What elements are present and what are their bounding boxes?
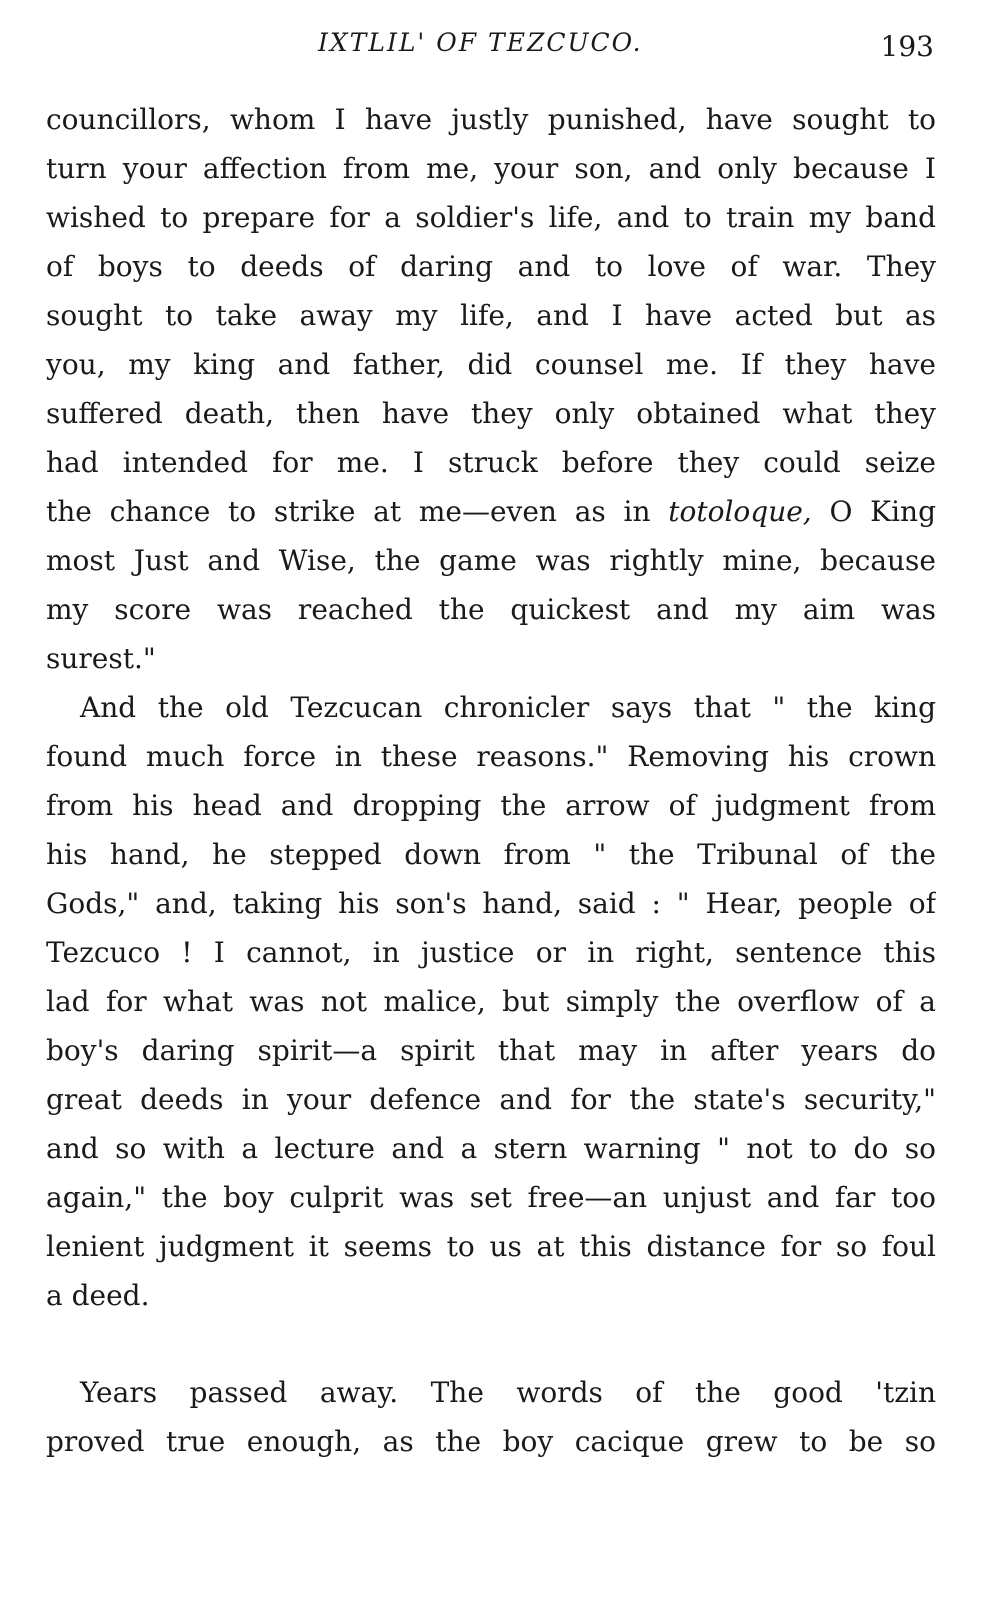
text-line: boy's daring spirit—a spirit that may in after years do	[46, 1034, 936, 1067]
text-line: his hand, he stepped down from " the Tribunal of the	[46, 838, 936, 871]
text-line: a deed.	[46, 1279, 150, 1312]
paragraph-1	[46, 95, 936, 683]
text-line: had intended for me. I struck before they could seize	[46, 446, 936, 479]
paragraph-2	[46, 683, 936, 1320]
text-line: great deeds in your defence and for the state's security,"	[46, 1083, 936, 1116]
text-line: suffered death, then have they only obtained what they	[46, 397, 936, 430]
text-line: proved true enough, as the boy cacique grew to be so	[46, 1425, 936, 1458]
italic-word: totoloque,	[668, 495, 812, 528]
text-line: surest."	[46, 642, 156, 675]
running-head	[0, 26, 1006, 70]
page-number: 193	[880, 30, 934, 63]
text-line-with-italic	[46, 487, 936, 536]
text-line: you, my king and father, did counsel me. If they have	[46, 348, 936, 381]
text-line: Years passed away. The words of the good 'tzin	[80, 1376, 936, 1409]
text-line: wished to prepare for a soldier's life, and to train my band	[46, 201, 936, 234]
text-segment: the chance to strike at me—even as in	[46, 495, 651, 528]
text-line: of boys to deeds of daring and to love of war. They	[46, 250, 936, 283]
text-line: most Just and Wise, the game was rightly mine, because	[46, 544, 936, 577]
text-line: And the old Tezcucan chronicler says that " the king	[80, 691, 936, 724]
text-line: sought to take away my life, and I have acted but as	[46, 299, 936, 332]
text-line: lenient judgment it seems to us at this distance for so foul	[46, 1230, 936, 1263]
text-line: councillors, whom I have justly punished, have sought to	[46, 103, 936, 136]
text-segment: O King	[829, 495, 936, 528]
text-line: again," the boy culprit was set free—an unjust and far too	[46, 1181, 936, 1214]
text-line: Gods," and, taking his son's hand, said : " Hear, people of	[46, 887, 936, 920]
text-line: Tezcuco ! I cannot, in justice or in right, sentence this	[46, 936, 936, 969]
running-title: IXTLIL' OF TEZCUCO.	[318, 28, 643, 57]
text-line: my score was reached the quickest and my aim was	[46, 593, 936, 626]
body-text	[46, 95, 936, 1466]
text-line: turn your affection from me, your son, and only because I	[46, 152, 936, 185]
paragraph-3	[46, 1368, 936, 1466]
text-line: lad for what was not malice, but simply the overflow of a	[46, 985, 936, 1018]
text-line: from his head and dropping the arrow of judgment from	[46, 789, 936, 822]
text-line: and so with a lecture and a stern warning " not to do so	[46, 1132, 936, 1165]
text-line: found much force in these reasons." Removing his crown	[46, 740, 936, 773]
section-gap	[46, 1320, 936, 1368]
